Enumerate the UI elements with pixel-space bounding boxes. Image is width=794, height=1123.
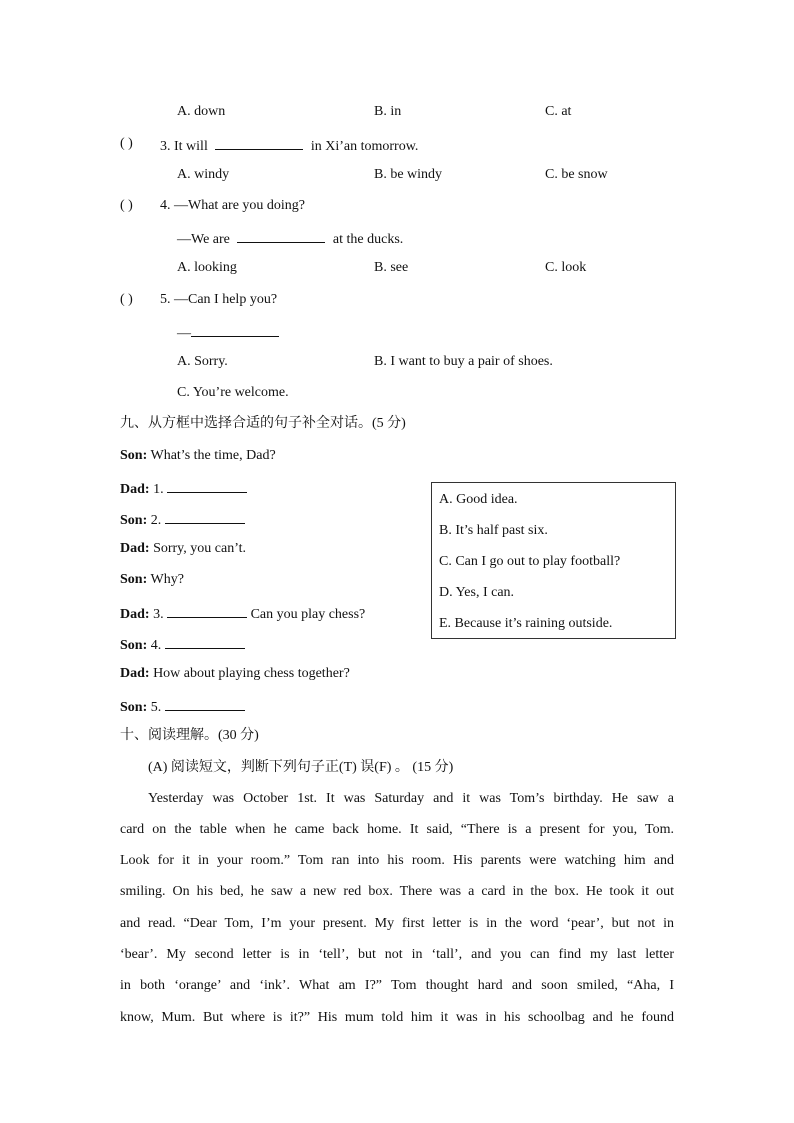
passage-line: ‘bear’. My second letter is in ‘tell’, but not in ‘tall’, and you can find my last letter xyxy=(120,947,674,962)
q5-option-a: A. Sorry. xyxy=(177,354,228,369)
q3-text-after: in Xi’an tomorrow. xyxy=(310,139,419,154)
dialogue-text: Sorry, you can’t. xyxy=(153,541,246,556)
dialogue-line xyxy=(120,509,245,530)
q5-line2-dash: — xyxy=(177,326,191,341)
dialogue-blank xyxy=(167,478,247,493)
dialogue-speaker: Dad: xyxy=(120,607,150,622)
dialogue-text: Can you play chess? xyxy=(250,607,366,622)
q4-option-b: B. see xyxy=(374,260,409,275)
dialogue-blank xyxy=(167,603,247,618)
dialogue-speaker: Son: xyxy=(120,513,148,528)
dialogue-number: 1. xyxy=(153,482,164,497)
dialogue-text: What’s the time, Dad? xyxy=(150,448,276,463)
dialogue-speaker: Son: xyxy=(120,572,148,587)
box-option-d: D. Yes, I can. xyxy=(439,585,515,600)
q2-option-b: B. in xyxy=(374,104,402,119)
q4-line2-after: at the ducks. xyxy=(332,232,404,247)
q5-answer-paren: ( ) xyxy=(120,292,133,307)
dialogue-line xyxy=(120,571,184,589)
dialogue-speaker: Son: xyxy=(120,448,148,463)
dialogue-blank xyxy=(165,509,245,524)
q5-blank xyxy=(191,322,279,337)
section10-heading: 十、阅读理解。(30 分) xyxy=(120,728,259,743)
dialogue-line xyxy=(120,665,350,683)
q2-option-c: C. at xyxy=(545,104,572,119)
box-option-a: A. Good idea. xyxy=(439,492,518,507)
q4-line2 xyxy=(177,228,403,249)
q3-option-b: B. be windy xyxy=(374,167,443,182)
q4-number: 4. xyxy=(160,198,171,213)
q5-option-b: B. I want to buy a pair of shoes. xyxy=(374,354,553,369)
dialogue-speaker: Son: xyxy=(120,700,148,715)
q4-answer-paren: ( ) xyxy=(120,198,133,213)
q5-stem xyxy=(160,291,277,309)
dialogue-number: 3. xyxy=(153,607,164,622)
dialogue-line xyxy=(120,478,247,499)
q5-line2 xyxy=(177,322,279,343)
q3-blank xyxy=(215,135,303,150)
q5-option-c: C. You’re welcome. xyxy=(177,385,289,400)
passage-line: in both ‘orange’ and ‘ink’. What am I?” Tom thought hard and soon smiled, “Aha, I xyxy=(120,978,674,993)
q4-line2-before: —We are xyxy=(177,232,230,247)
q3-text-before: It will xyxy=(174,139,208,154)
q3-number: 3. xyxy=(160,139,171,154)
box-option-e: E. Because it’s raining outside. xyxy=(439,616,613,631)
dialogue-line xyxy=(120,696,245,717)
q5-line1: —Can I help you? xyxy=(174,292,278,307)
dialogue-number: 2. xyxy=(150,513,162,528)
q2-option-a: A. down xyxy=(177,104,226,119)
dialogue-speaker: Dad: xyxy=(120,482,150,497)
dialogue-line xyxy=(120,447,276,465)
passage-line: smiling. On his bed, he saw a new red box. There was a card in the box. He took it out xyxy=(120,884,674,899)
q3-option-c: C. be snow xyxy=(545,167,608,182)
passage-line: Yesterday was October 1st. It was Saturday and it was Tom’s birthday. He saw a xyxy=(148,791,674,806)
dialogue-speaker: Dad: xyxy=(120,541,150,556)
q4-blank xyxy=(237,228,325,243)
q4-option-c: C. look xyxy=(545,260,587,275)
q4-stem xyxy=(160,197,305,215)
q4-line1: —What are you doing? xyxy=(174,198,306,213)
dialogue-speaker: Son: xyxy=(120,638,148,653)
dialogue-speaker: Dad: xyxy=(120,666,150,681)
subsection-a-heading: (A) 阅读短文，判断下列句子正(T) 误(F) 。 (15 分) xyxy=(148,760,454,775)
q3-option-a: A. windy xyxy=(177,167,230,182)
section9-heading: 九、从方框中选择合适的句子补全对话。(5 分) xyxy=(120,416,406,431)
dialogue-number: 4. xyxy=(150,638,162,653)
dialogue-text: Why? xyxy=(150,572,184,587)
dialogue-line xyxy=(120,603,365,624)
q4-option-a: A. looking xyxy=(177,260,237,275)
passage-line: know, Mum. But where is it?” His mum told him it was in his schoolbag and he found xyxy=(120,1010,674,1025)
dialogue-text: How about playing chess together? xyxy=(153,666,350,681)
dialogue-line xyxy=(120,540,246,558)
dialogue-blank xyxy=(165,696,245,711)
q3-answer-paren: ( ) xyxy=(120,136,133,151)
q3-stem xyxy=(160,135,418,156)
q5-number: 5. xyxy=(160,292,171,307)
passage-line: and read. “Dear Tom, I’m your present. My first letter is in the word ‘pear’, but not in xyxy=(120,916,674,931)
dialogue-line xyxy=(120,634,245,655)
passage-line: card on the table when he came back home. It said, “There is a present for you, Tom. xyxy=(120,822,674,837)
passage-line: Look for it in your room.” Tom ran into his room. His parents were watching him and xyxy=(120,853,674,868)
box-option-c: C. Can I go out to play football? xyxy=(439,554,621,569)
dialogue-blank xyxy=(165,634,245,649)
box-option-b: B. It’s half past six. xyxy=(439,523,548,538)
options-box xyxy=(431,482,676,639)
dialogue-number: 5. xyxy=(150,700,162,715)
